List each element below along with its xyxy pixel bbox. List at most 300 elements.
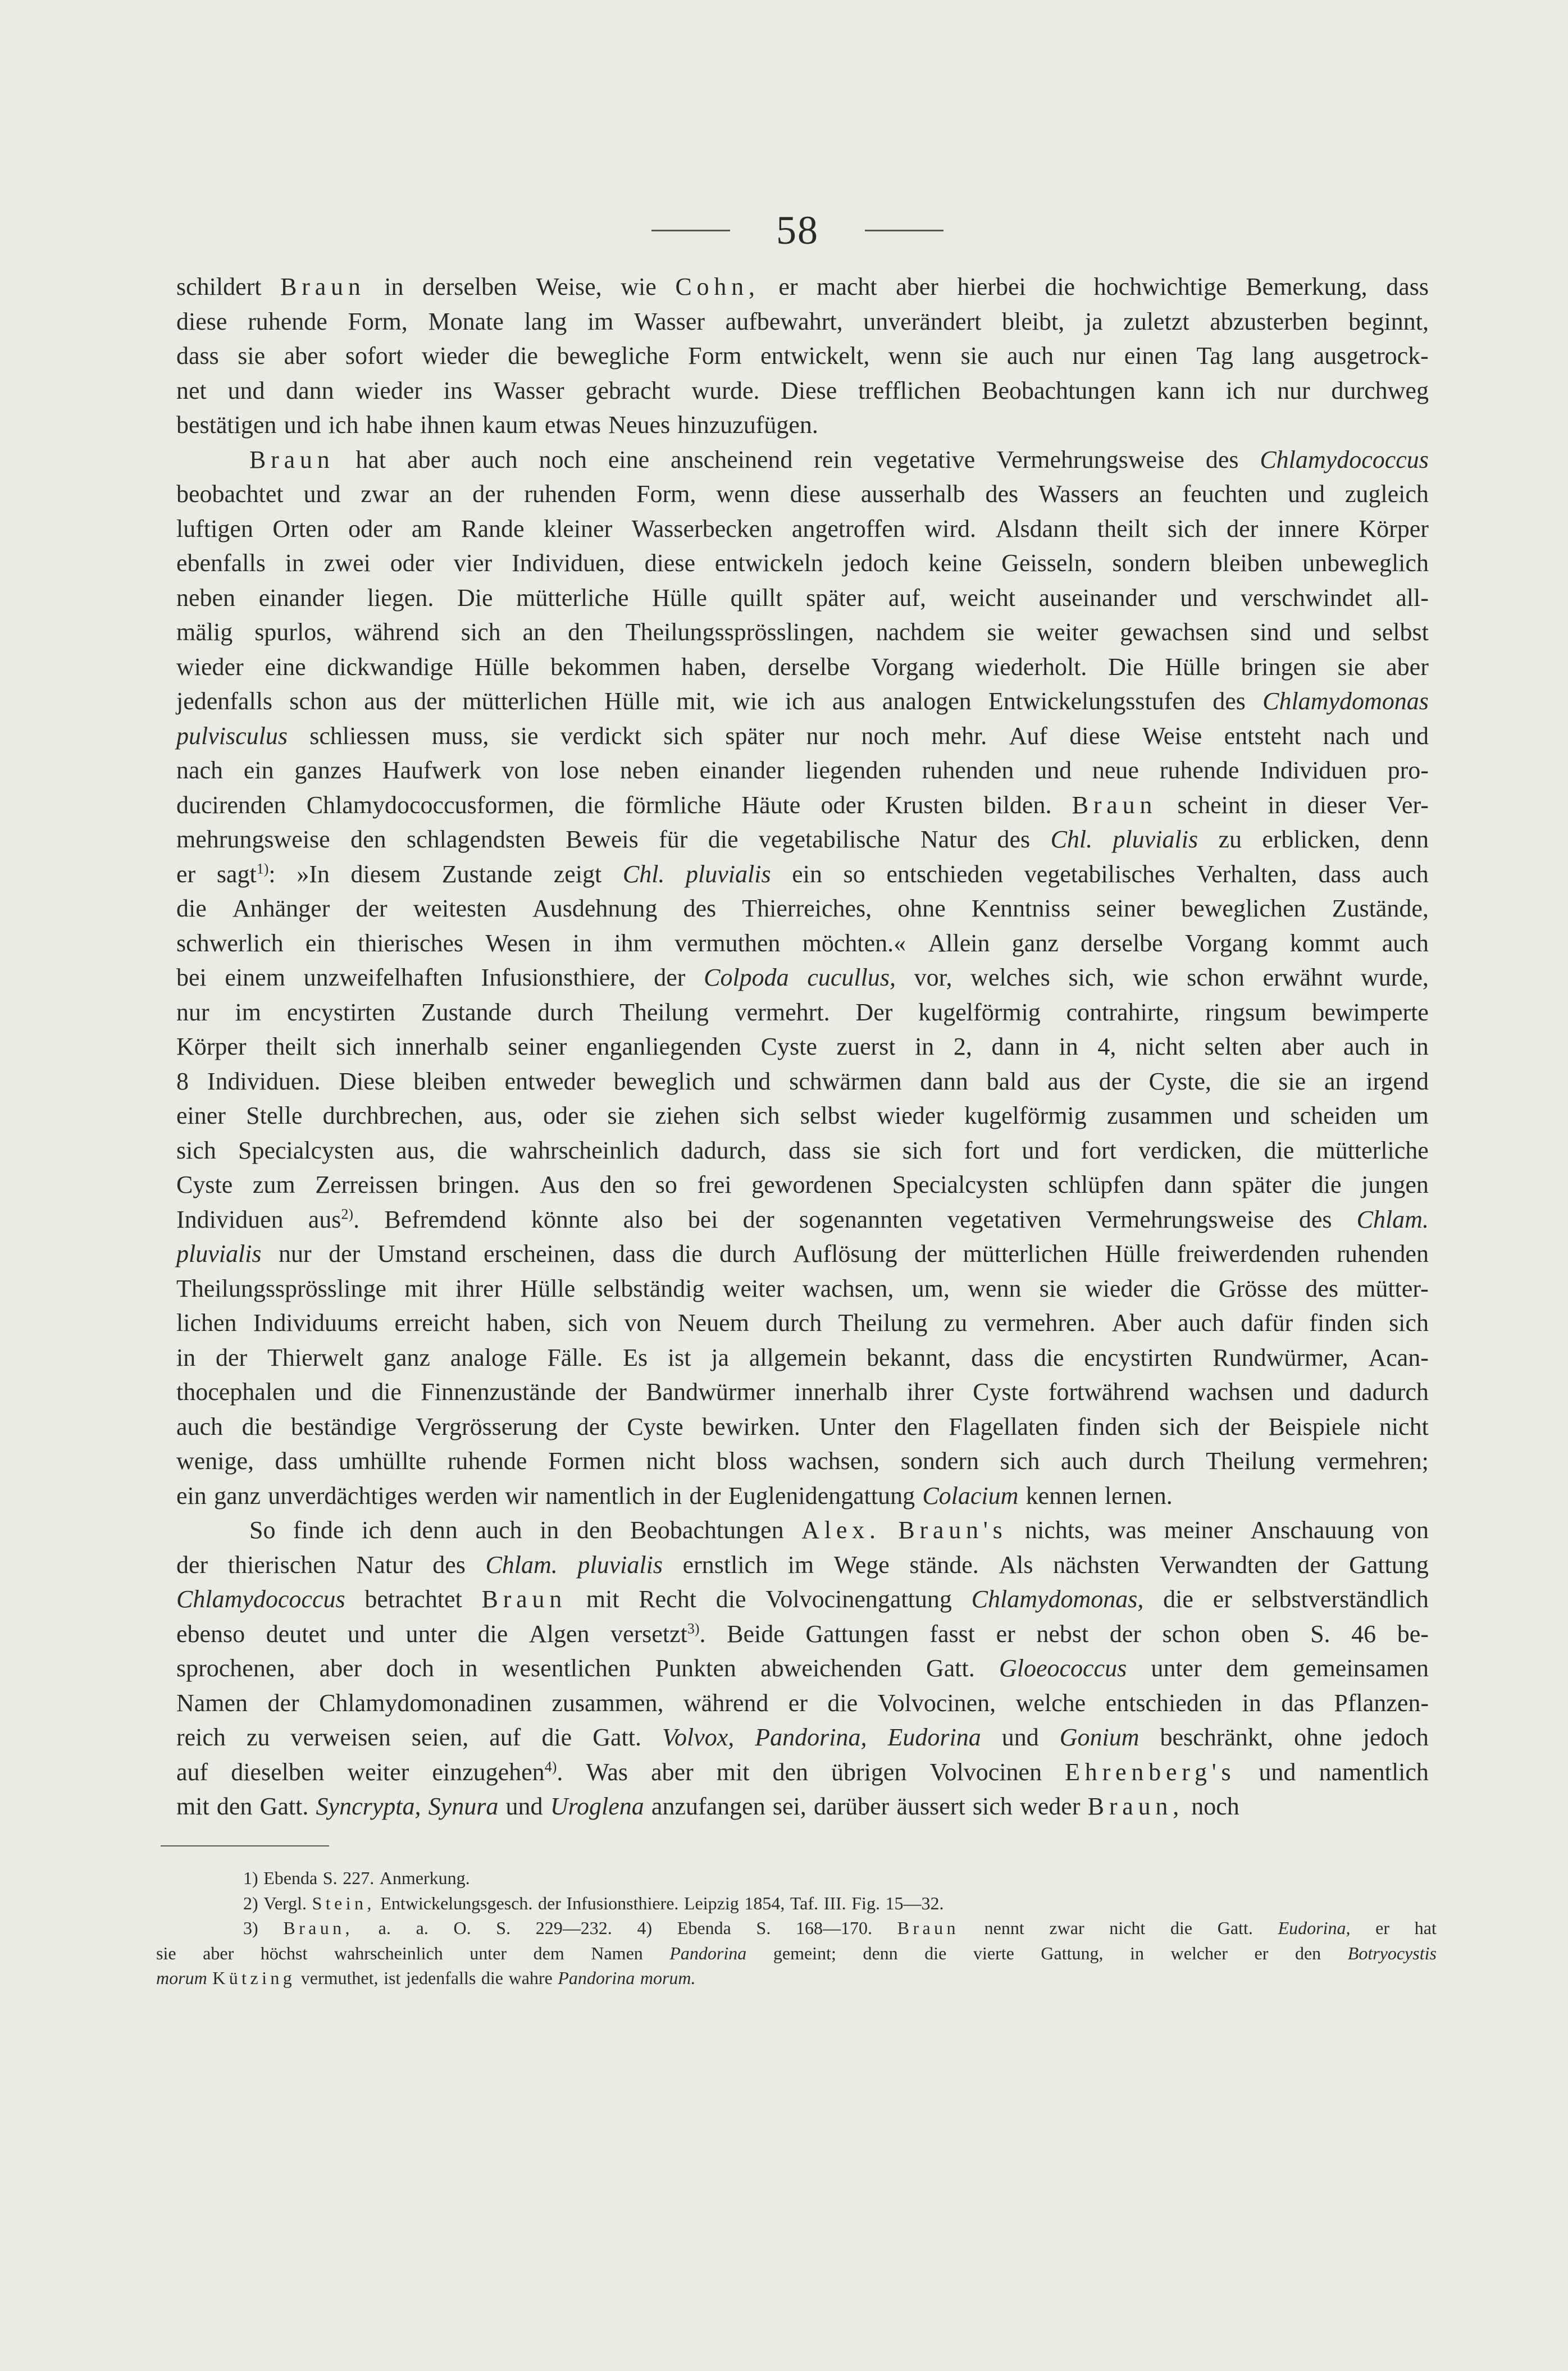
- word: Vergl.: [263, 1893, 307, 1913]
- word: sich: [740, 1102, 780, 1129]
- word: ruhenden: [1337, 1240, 1429, 1267]
- word: und: [227, 376, 265, 404]
- word: Cohn,: [675, 273, 760, 300]
- word: thocephalen: [176, 1378, 296, 1406]
- word: Braun: [897, 1918, 959, 1938]
- word: aus: [832, 687, 865, 715]
- word: Verhalten,: [1196, 860, 1297, 888]
- word: sie: [1278, 1067, 1306, 1095]
- word: Hülle: [520, 1274, 576, 1302]
- word: haben,: [681, 653, 747, 681]
- word: die: [1045, 273, 1075, 300]
- word: bewegliche: [557, 342, 669, 370]
- word: in: [285, 549, 304, 577]
- word: dadurch,: [681, 1136, 767, 1164]
- word: Theilung: [838, 1309, 928, 1337]
- word: auseinander: [1038, 583, 1157, 612]
- word: sich: [1389, 1309, 1429, 1337]
- word: quillt: [730, 583, 783, 612]
- word: Braun,: [1087, 1793, 1184, 1820]
- word: den: [599, 1171, 636, 1198]
- word: spurlos,: [254, 618, 332, 646]
- word: ich: [785, 687, 815, 715]
- word: an: [429, 480, 453, 508]
- word: und: [1259, 1758, 1296, 1786]
- word: der: [576, 1412, 608, 1440]
- word: zu: [246, 1723, 270, 1751]
- word: Kützing: [212, 1968, 296, 1988]
- word: Neuem: [677, 1309, 749, 1337]
- word: ihrer: [906, 1378, 954, 1406]
- word: in: [1130, 1943, 1145, 1963]
- word: durchbrechen,: [322, 1102, 463, 1129]
- word: Rande: [461, 514, 525, 542]
- word: Gatt.: [1217, 1918, 1253, 1938]
- word: derselben: [422, 273, 517, 300]
- word: eine: [608, 445, 650, 473]
- word: zuletzt: [1123, 307, 1189, 335]
- word: denn: [409, 1516, 458, 1544]
- word: Weise,: [536, 273, 602, 300]
- word: Beide: [727, 1620, 785, 1648]
- word: Diese: [781, 376, 837, 404]
- word: innerhalb: [395, 1033, 489, 1060]
- word: verdicken,: [1138, 1136, 1242, 1164]
- word: entwickelt,: [760, 342, 870, 370]
- word: Gonium: [1059, 1723, 1139, 1751]
- word: sie: [960, 342, 988, 370]
- word: der: [329, 1240, 361, 1267]
- word: thierischen: [227, 1551, 336, 1579]
- word: »In: [297, 860, 330, 888]
- word: Entwickelungsgesch.: [380, 1893, 533, 1913]
- word: dass: [176, 342, 219, 370]
- word: ich: [362, 1516, 392, 1544]
- word: aber: [203, 1943, 234, 1963]
- word: Stein,: [312, 1893, 375, 1913]
- word: förmliche: [625, 791, 722, 819]
- word: nächsten: [1053, 1551, 1140, 1579]
- word: a.: [416, 1918, 429, 1938]
- word: des: [1213, 687, 1246, 715]
- word: dieser: [1307, 791, 1366, 819]
- word: nachdem: [876, 618, 965, 646]
- word: Synura: [428, 1793, 499, 1820]
- word: unbeweglich: [1302, 549, 1429, 577]
- word: wenn: [968, 1274, 1022, 1302]
- word: ruhende: [447, 1447, 527, 1475]
- word: wir: [505, 1481, 539, 1510]
- word: Hülle: [474, 653, 530, 681]
- word: der: [742, 1205, 774, 1233]
- word: der: [689, 1481, 721, 1510]
- word: ist: [384, 1968, 401, 1988]
- word: Anmerkung.: [379, 1868, 470, 1888]
- word: in: [1242, 1689, 1261, 1717]
- word: morum: [156, 1968, 207, 1988]
- word: er: [176, 860, 196, 888]
- text-line: [176, 1548, 1429, 1583]
- word: vermehren.: [983, 1309, 1096, 1337]
- word: werden: [425, 1481, 498, 1510]
- word: lang: [524, 307, 567, 335]
- word: Rundwürmer,: [1213, 1343, 1348, 1371]
- word: Wasser: [493, 376, 564, 404]
- word: Thierwelt: [267, 1343, 364, 1371]
- word: mit: [586, 1585, 619, 1613]
- word: Chlam.: [485, 1551, 558, 1579]
- word: Der: [855, 998, 893, 1026]
- word: sie: [1337, 653, 1365, 681]
- word: sie: [607, 1102, 635, 1129]
- text-line: [176, 1582, 1429, 1617]
- word: Entwickelungsstufen: [988, 687, 1196, 715]
- word: fasst: [929, 1620, 975, 1648]
- word: Fälle.: [547, 1343, 603, 1371]
- word: bekannt,: [867, 1343, 951, 1371]
- word: wenige,: [176, 1447, 254, 1475]
- word: Cyste: [760, 1033, 817, 1060]
- word: die: [508, 342, 538, 370]
- word: nur: [806, 722, 840, 750]
- word: Volvox,: [662, 1723, 735, 1751]
- word: 229—232.: [535, 1918, 612, 1938]
- word: und: [1233, 1102, 1270, 1129]
- word: Beispiele: [1268, 1412, 1361, 1440]
- word: ducirenden: [176, 791, 286, 819]
- word: wieder: [355, 376, 423, 404]
- word: Ausdehnung: [532, 895, 658, 922]
- word: Chlamydomonadinen: [319, 1689, 532, 1717]
- word: schildert: [176, 273, 262, 300]
- word: bestätigen: [176, 411, 277, 439]
- word: theilt: [1097, 514, 1148, 542]
- word: mehr.: [931, 722, 987, 750]
- word: mehrungsweise: [176, 826, 330, 853]
- word: Theilungssprösslingen,: [625, 618, 854, 646]
- word: nicht: [646, 1447, 696, 1475]
- word: Theilungssprösslinge: [176, 1274, 386, 1302]
- word: aber: [319, 1654, 362, 1682]
- text-line: [176, 1375, 1429, 1410]
- word: entsteht: [1224, 722, 1301, 750]
- word: dann: [991, 1033, 1040, 1060]
- word: und: [314, 1378, 352, 1406]
- word: später: [806, 583, 865, 612]
- word: kaum: [482, 411, 537, 439]
- word: dass: [1318, 860, 1361, 888]
- word: neben: [176, 583, 236, 612]
- word: und: [347, 1620, 385, 1648]
- text-line: [176, 857, 1429, 892]
- word: Zerreissen: [315, 1171, 418, 1198]
- word: vierte: [973, 1943, 1014, 1963]
- word: Form,: [636, 480, 696, 508]
- word: 4): [637, 1918, 653, 1938]
- word: und: [1001, 1723, 1039, 1751]
- word: vermehrt.: [734, 998, 830, 1026]
- word: Aus: [540, 1171, 580, 1198]
- word: Kenntniss: [971, 895, 1070, 922]
- text-line: [176, 960, 1429, 995]
- word: lernen.: [1104, 1481, 1173, 1510]
- word: Befremdend: [384, 1205, 507, 1233]
- word: schon: [1187, 964, 1245, 991]
- word: sie: [987, 618, 1015, 646]
- word: von: [1392, 1516, 1429, 1544]
- word: Specialcysten: [892, 1171, 1028, 1198]
- word: wie: [732, 687, 768, 715]
- word: Allein: [928, 929, 990, 957]
- word: auch: [475, 1516, 522, 1544]
- word: weicht: [949, 583, 1015, 612]
- word: angetroffen: [791, 514, 905, 542]
- word: muss,: [431, 722, 489, 750]
- footnote-line: [156, 1891, 1437, 1916]
- word: ausgetrock-: [1313, 342, 1429, 370]
- word: doch: [386, 1654, 435, 1682]
- footnote-line: [156, 1966, 1437, 1991]
- word: dickwandige: [327, 653, 454, 681]
- footnote-line: [156, 1941, 1437, 1966]
- word: einander: [258, 583, 344, 612]
- word: der: [176, 1551, 208, 1579]
- word: Theilung: [1206, 1447, 1295, 1475]
- word: wachsen,: [788, 1447, 880, 1475]
- word: Bandwürmer: [646, 1378, 775, 1406]
- word: Verwandten: [1159, 1551, 1278, 1579]
- word: Pandorina: [669, 1943, 747, 1963]
- word: 15—32.: [885, 1893, 944, 1913]
- word: Pandorina: [558, 1968, 635, 1988]
- word: vegetative: [873, 445, 976, 473]
- word: hochwichtige: [1093, 273, 1227, 300]
- word: net: [176, 376, 207, 404]
- word: Taf.: [790, 1893, 819, 1913]
- word: Braun: [1072, 791, 1157, 819]
- word: diese: [176, 307, 227, 335]
- word: irgend: [1366, 1067, 1429, 1095]
- word: Pandorina,: [755, 1723, 867, 1751]
- text-line: [176, 477, 1429, 512]
- word: ganzes: [294, 756, 362, 784]
- word: der: [914, 1240, 946, 1267]
- word: all-: [1396, 583, 1429, 612]
- word: beschränkt,: [1160, 1723, 1274, 1751]
- text-line: [176, 512, 1429, 546]
- word: wieder: [176, 653, 244, 681]
- word: wesentlichen: [502, 1654, 631, 1682]
- word: 4,: [1097, 1033, 1116, 1060]
- word: er: [778, 273, 798, 300]
- word: Hülle: [604, 687, 659, 715]
- word: auch: [1343, 1033, 1390, 1060]
- word: und: [284, 411, 321, 439]
- word: das: [1281, 1689, 1314, 1717]
- word: in: [1409, 1033, 1429, 1060]
- word: finde: [293, 1516, 344, 1544]
- word: Ehrenberg's: [1065, 1758, 1236, 1786]
- word: Gloeococcus: [999, 1654, 1127, 1682]
- word: 3): [243, 1918, 258, 1938]
- word: und: [1392, 722, 1429, 750]
- text-line: [176, 926, 1429, 961]
- word: Orten: [272, 514, 329, 542]
- word: und: [1034, 756, 1072, 784]
- text-line: [176, 1271, 1429, 1306]
- word: sie: [510, 722, 539, 750]
- word: selbständig: [593, 1274, 705, 1302]
- word: Individuen,: [512, 549, 625, 577]
- word: Anhänger: [232, 895, 330, 922]
- word: Namen: [176, 1689, 248, 1717]
- word: S.: [1310, 1620, 1330, 1648]
- word: fort: [1081, 1136, 1116, 1164]
- word: Chlam.: [1356, 1205, 1429, 1233]
- word: ziehen: [655, 1102, 720, 1129]
- word: die: [371, 1378, 402, 1406]
- word: durch: [537, 998, 594, 1026]
- word: Braun: [280, 273, 366, 300]
- word: Ebenda: [263, 1868, 318, 1888]
- word: aber: [407, 445, 450, 473]
- word: scheiden: [1290, 1102, 1377, 1129]
- word: diese: [790, 480, 841, 508]
- word: thierisches: [357, 929, 464, 957]
- word: wurde,: [1360, 964, 1429, 991]
- word: an: [1139, 480, 1163, 508]
- word: Braun,: [283, 1918, 353, 1938]
- word: liegenden: [805, 756, 901, 784]
- word: kugelförmig: [918, 998, 1041, 1026]
- word: finden: [1309, 1309, 1373, 1337]
- word: bei: [176, 964, 207, 991]
- word: auch: [1178, 1309, 1225, 1337]
- word: rein: [814, 445, 853, 473]
- word: einem: [225, 964, 285, 991]
- word: die: [481, 1968, 503, 1988]
- word: Infusionsthiere.: [566, 1893, 679, 1913]
- word: entschieden: [1105, 1689, 1223, 1717]
- word: oder: [543, 1102, 587, 1129]
- word: ich: [1225, 376, 1256, 404]
- word: beginnt,: [1348, 307, 1429, 335]
- word: was: [1107, 1516, 1147, 1544]
- word: selten: [1204, 1033, 1262, 1060]
- word: mütterlichen: [963, 1240, 1088, 1267]
- word: 1854,: [744, 1893, 785, 1913]
- word: der: [538, 1893, 561, 1913]
- text-line: [176, 443, 1429, 477]
- word: selbst: [1372, 618, 1429, 646]
- word: Namen: [591, 1943, 643, 1963]
- word: beobachtet: [176, 480, 284, 508]
- word: bleibt,: [1002, 307, 1065, 335]
- word: vor,: [914, 964, 952, 991]
- word: ganz: [383, 1343, 430, 1371]
- word: mit,: [676, 687, 715, 715]
- word: dann: [1164, 1171, 1213, 1198]
- word: der: [654, 964, 686, 991]
- word: ich: [328, 411, 359, 439]
- word: wahrscheinlich: [334, 1943, 443, 1963]
- word: Ver-: [1387, 791, 1429, 819]
- word: könnte: [531, 1205, 599, 1233]
- word: er: [1375, 1918, 1390, 1938]
- word: in: [458, 1654, 478, 1682]
- word: neben: [619, 756, 679, 784]
- word: finden: [1077, 1412, 1141, 1440]
- word: diesem: [350, 860, 421, 888]
- word: in: [176, 1343, 196, 1371]
- word: Recht: [639, 1585, 696, 1613]
- text-line: [176, 615, 1429, 650]
- word: zwar: [361, 480, 409, 508]
- word: jedoch: [842, 549, 909, 577]
- word: innerhalb: [794, 1378, 888, 1406]
- word: be-: [1397, 1620, 1429, 1648]
- word: der: [595, 1378, 627, 1406]
- word: Form,: [348, 307, 408, 335]
- word: kugelförmig: [964, 1102, 1087, 1129]
- word: jedoch: [1362, 1723, 1429, 1751]
- word: und: [505, 1793, 543, 1820]
- word: zusammen: [1106, 1102, 1213, 1129]
- word: nur: [1277, 376, 1310, 404]
- word: mälig: [176, 618, 233, 646]
- word: freiwerdenden: [1177, 1240, 1320, 1267]
- text-line: [176, 1340, 1429, 1375]
- word: ein: [792, 860, 822, 888]
- word: bilden.: [983, 791, 1052, 819]
- word: oder: [390, 549, 434, 577]
- word: analoge: [450, 1343, 527, 1371]
- word: für: [659, 826, 688, 853]
- word: ein: [176, 1481, 207, 1510]
- text-line: [176, 1168, 1429, 1202]
- word: encystirten: [1084, 1343, 1193, 1371]
- word: eine: [265, 653, 306, 681]
- word: entschieden: [886, 860, 1004, 888]
- word: die: [715, 1585, 746, 1613]
- word: allgemein: [749, 1343, 847, 1371]
- word: er: [996, 1620, 1015, 1648]
- word: äussert: [896, 1793, 965, 1820]
- word: noch: [539, 445, 587, 473]
- word: Braun: [249, 445, 335, 473]
- word: oder: [348, 514, 393, 542]
- word: 2,: [953, 1033, 972, 1060]
- word: die: [176, 895, 207, 922]
- word: also: [623, 1205, 663, 1233]
- word: vermuthet,: [300, 1968, 379, 1988]
- word: diese: [644, 549, 695, 577]
- word: während: [683, 1689, 769, 1717]
- word: zugleich: [1344, 480, 1429, 508]
- word: nichts,: [1025, 1516, 1091, 1544]
- word: auf: [489, 1723, 521, 1751]
- word: ist: [667, 1343, 691, 1371]
- word: Aber: [1111, 1309, 1161, 1337]
- word: des: [985, 480, 1019, 508]
- word: Die: [457, 583, 493, 612]
- word: Die: [1108, 653, 1144, 681]
- word: hat: [1414, 1918, 1437, 1938]
- word: seien,: [411, 1723, 469, 1751]
- word: verschwindet: [1240, 583, 1373, 612]
- word: abweichenden: [760, 1654, 902, 1682]
- word: und: [1313, 618, 1351, 646]
